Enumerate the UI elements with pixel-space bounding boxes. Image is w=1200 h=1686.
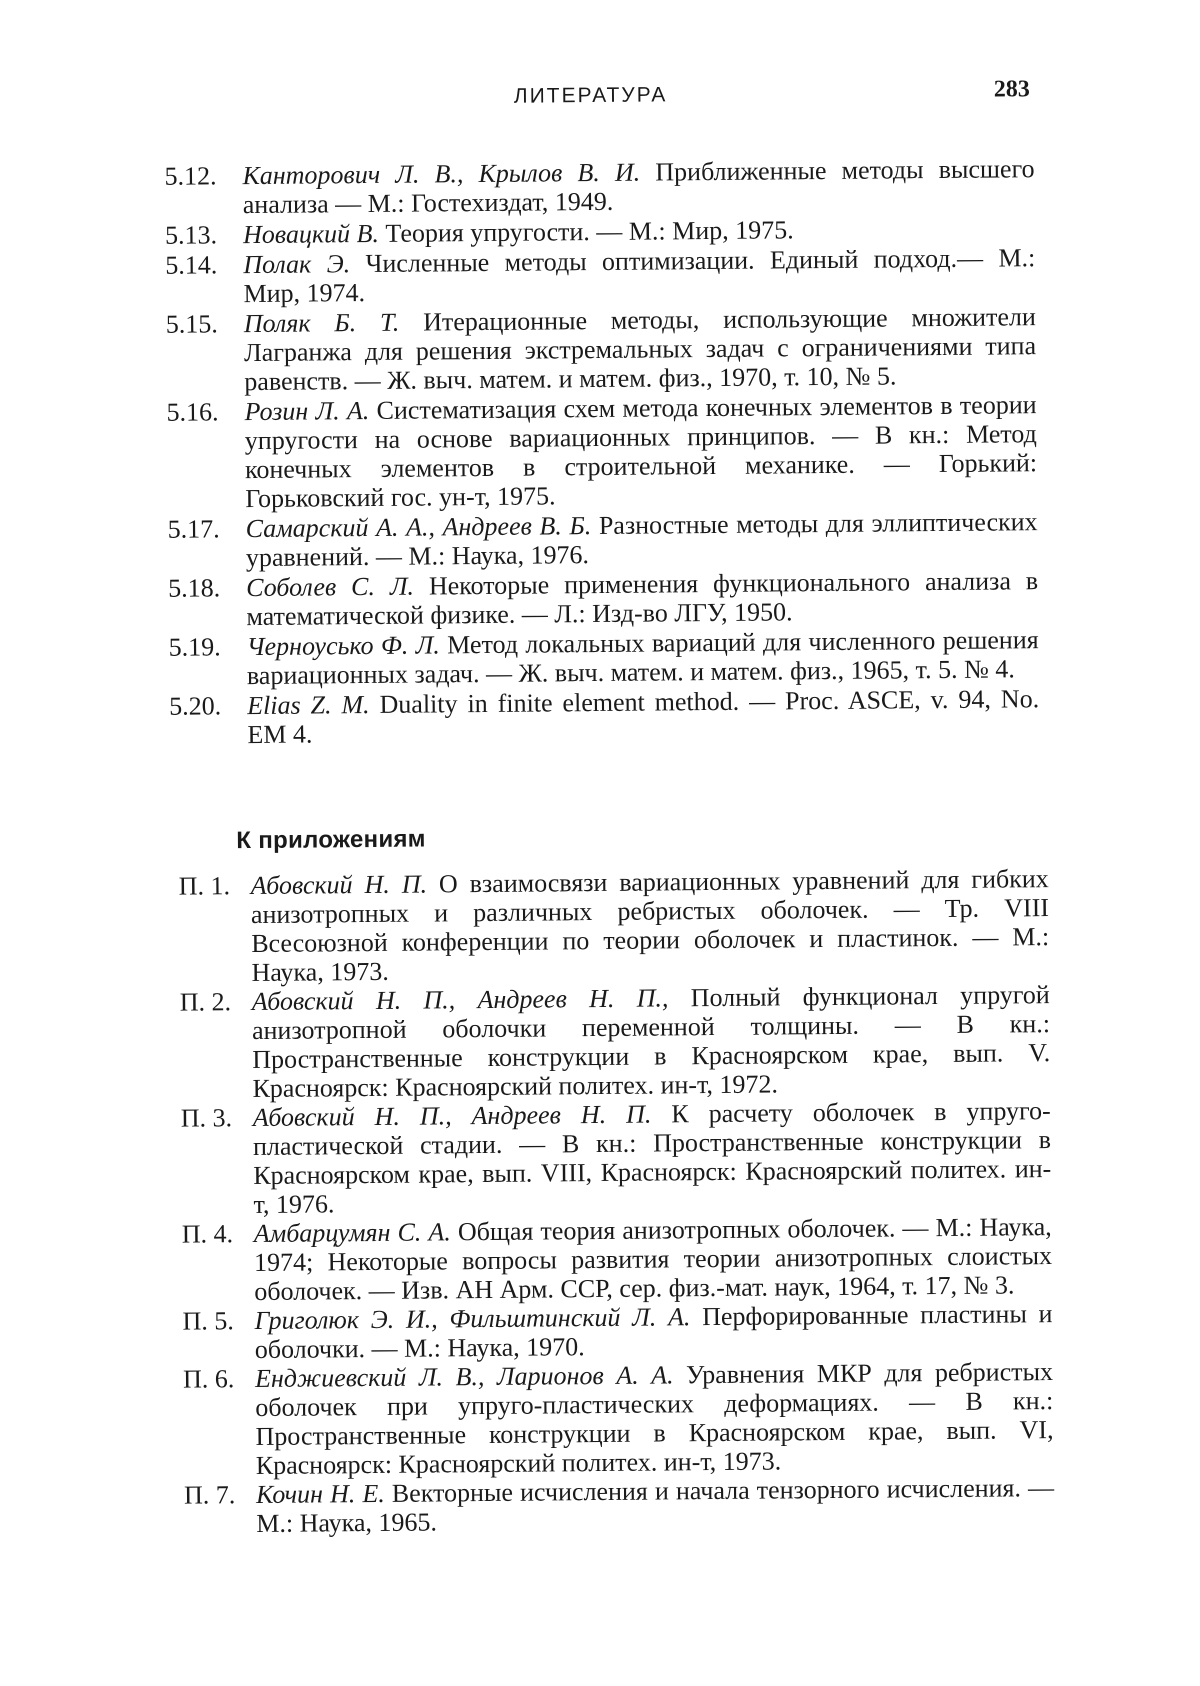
reference-entry xyxy=(184,1473,1054,1539)
reference-entry xyxy=(182,1299,1052,1365)
reference-number: П. 6. xyxy=(183,1364,255,1394)
reference-entry xyxy=(183,1357,1054,1481)
reference-text: Уравнения МКР для ребристых оболочек при упруго-пластических деформациях. — В кн.: Пространственные конструкции в Красноярском крае, вып. VI, Красноярск: Красноярский политех. ин-т, 1973. xyxy=(255,1357,1053,1480)
reference-text: Приближенные методы высшего анализа — М.: Гостехиздат, 1949. xyxy=(243,154,1035,219)
reference-text: К расчету оболочек в упруго-пластической стадии. — В кн.: Пространственные конструкции в Красноярском крае, вып. VIII, Красноярск: Красноярский политех. ин-т, 1976. xyxy=(253,1096,1051,1219)
appendix-section-heading: К приложениям xyxy=(236,826,426,856)
reference-entry xyxy=(166,302,1037,397)
reference-text: Итерационные методы, использующие множители Лагранжа для решения экстремальных задач с ограничениями типа равенств. — Ж. выч. матем. и матем. физ., 1970, т. 10, № 5. xyxy=(244,302,1036,396)
page-number: 283 xyxy=(994,76,1030,103)
reference-author: Полак Э. xyxy=(243,249,350,279)
reference-author: Розин Л. А. xyxy=(244,396,369,426)
reference-author: Амбарцумян С. А. xyxy=(254,1217,451,1248)
reference-number: П. 1. xyxy=(179,871,251,901)
reference-text: Метод локальных вариаций для численного решения вариационных задач. — Ж. выч. матем. и матем. физ., 1965, т. 5. № 4. xyxy=(247,625,1039,690)
chapter5-reference-list xyxy=(164,154,1039,751)
reference-author: Григолюк Э. И., Фильштинский Л. А. xyxy=(254,1302,690,1335)
reference-text: Некоторые применения функционального анализа в математической физике. — Л.: Изд-во ЛГУ, 1950. xyxy=(246,566,1038,631)
reference-text: Общая теория анизотропных оболочек. — М.: Наука, 1974; Некоторые вопросы развития теории анизотропных слоистых оболочек. — Изв. АН Арм. ССР, сер. физ.-мат. наук, 1964, т. 17, № 3. xyxy=(254,1212,1052,1306)
reference-number: 5.20. xyxy=(169,691,241,721)
reference-entry xyxy=(167,507,1037,573)
reference-number: П. 2. xyxy=(180,987,252,1017)
reference-author: Самарский А. А., Андреев В. Б. xyxy=(245,511,591,543)
appendix-reference-list xyxy=(179,864,1055,1539)
reference-number: П. 3. xyxy=(181,1103,253,1133)
reference-number: 5.15. xyxy=(166,309,238,339)
reference-number: 5.17. xyxy=(167,514,239,544)
reference-entry xyxy=(168,566,1038,632)
page-header xyxy=(0,75,1194,125)
reference-text: Численные методы оптимизации. Единый подход.— М.: Мир, 1974. xyxy=(243,243,1035,308)
reference-text: Duality in finite element method. — Proc. ASCE, v. 94, No. EM 4. xyxy=(247,684,1039,749)
reference-text: Теория упругости. — М.: Мир, 1975. xyxy=(379,215,794,248)
reference-number: 5.13. xyxy=(165,220,237,250)
reference-entry xyxy=(166,390,1037,514)
reference-author: Абовский Н. П., Андреев Н. П. xyxy=(253,1100,652,1132)
reference-author: Elias Z. M. xyxy=(247,690,370,720)
running-title: ЛИТЕРАТУРА xyxy=(514,83,668,108)
reference-author: Енджиевский Л. В., Ларионов А. А. xyxy=(255,1360,674,1393)
reference-text: О взаимосвязи вариационных уравнений для гибких анизотропных и различных ребристых оболочек. — Тр. VIII Всесоюзной конференции по теории оболочек и пластинок. — М.: Наука, 1973. xyxy=(251,864,1049,987)
reference-number: 5.12. xyxy=(164,161,236,191)
book-page xyxy=(0,0,1200,1686)
reference-number: 5.18. xyxy=(168,573,240,603)
reference-number: П. 4. xyxy=(182,1219,254,1249)
reference-author: Соболев С. Л. xyxy=(246,572,414,602)
reference-author: Абовский Н. П., Андреев Н. П., xyxy=(252,983,669,1016)
reference-author: Новацкий В. xyxy=(243,219,379,249)
reference-text: Разностные методы для эллиптических уравнений. — М.: Наука, 1976. xyxy=(246,507,1038,572)
reference-entry xyxy=(169,684,1039,750)
reference-author: Поляк Б. Т. xyxy=(244,308,400,338)
reference-entry xyxy=(181,1096,1052,1220)
reference-text: Векторные исчисления и начала тензорного исчисления. — М.: Наука, 1965. xyxy=(256,1473,1054,1538)
reference-entry xyxy=(164,154,1034,220)
reference-text: Систематизация схем метода конечных элементов в теории упругости на основе вариационных принципов. — В кн.: Метод конечных элементов в строительной механике. — Горький: Горьковский гос. ун-т, 1975. xyxy=(245,390,1037,513)
reference-entry xyxy=(165,243,1035,309)
reference-author: Черноусько Ф. Л. xyxy=(247,630,440,661)
reference-number: 5.19. xyxy=(169,632,241,662)
reference-number: П. 5. xyxy=(182,1306,254,1336)
reference-author: Канторович Л. В., Крылов В. И. xyxy=(242,158,640,190)
reference-author: Абовский Н. П. xyxy=(251,870,428,901)
reference-entry xyxy=(169,625,1039,691)
reference-entry xyxy=(182,1212,1053,1307)
reference-author: Кочин Н. Е. xyxy=(256,1479,385,1509)
reference-entry xyxy=(179,864,1050,988)
reference-number: 5.16. xyxy=(166,397,238,427)
reference-number: П. 7. xyxy=(184,1480,256,1510)
reference-entry xyxy=(180,980,1051,1104)
reference-number: 5.14. xyxy=(165,250,237,280)
reference-text: Полный функционал упругой анизотропной оболочки переменной толщины. — В кн.: Пространственные конструкции в Красноярском крае, вып. V. Красноярск: Красноярский политех. ин-т, 1972. xyxy=(252,980,1050,1103)
reference-text: Перфорированные пластины и оболочки. — М.: Наука, 1970. xyxy=(255,1299,1053,1364)
